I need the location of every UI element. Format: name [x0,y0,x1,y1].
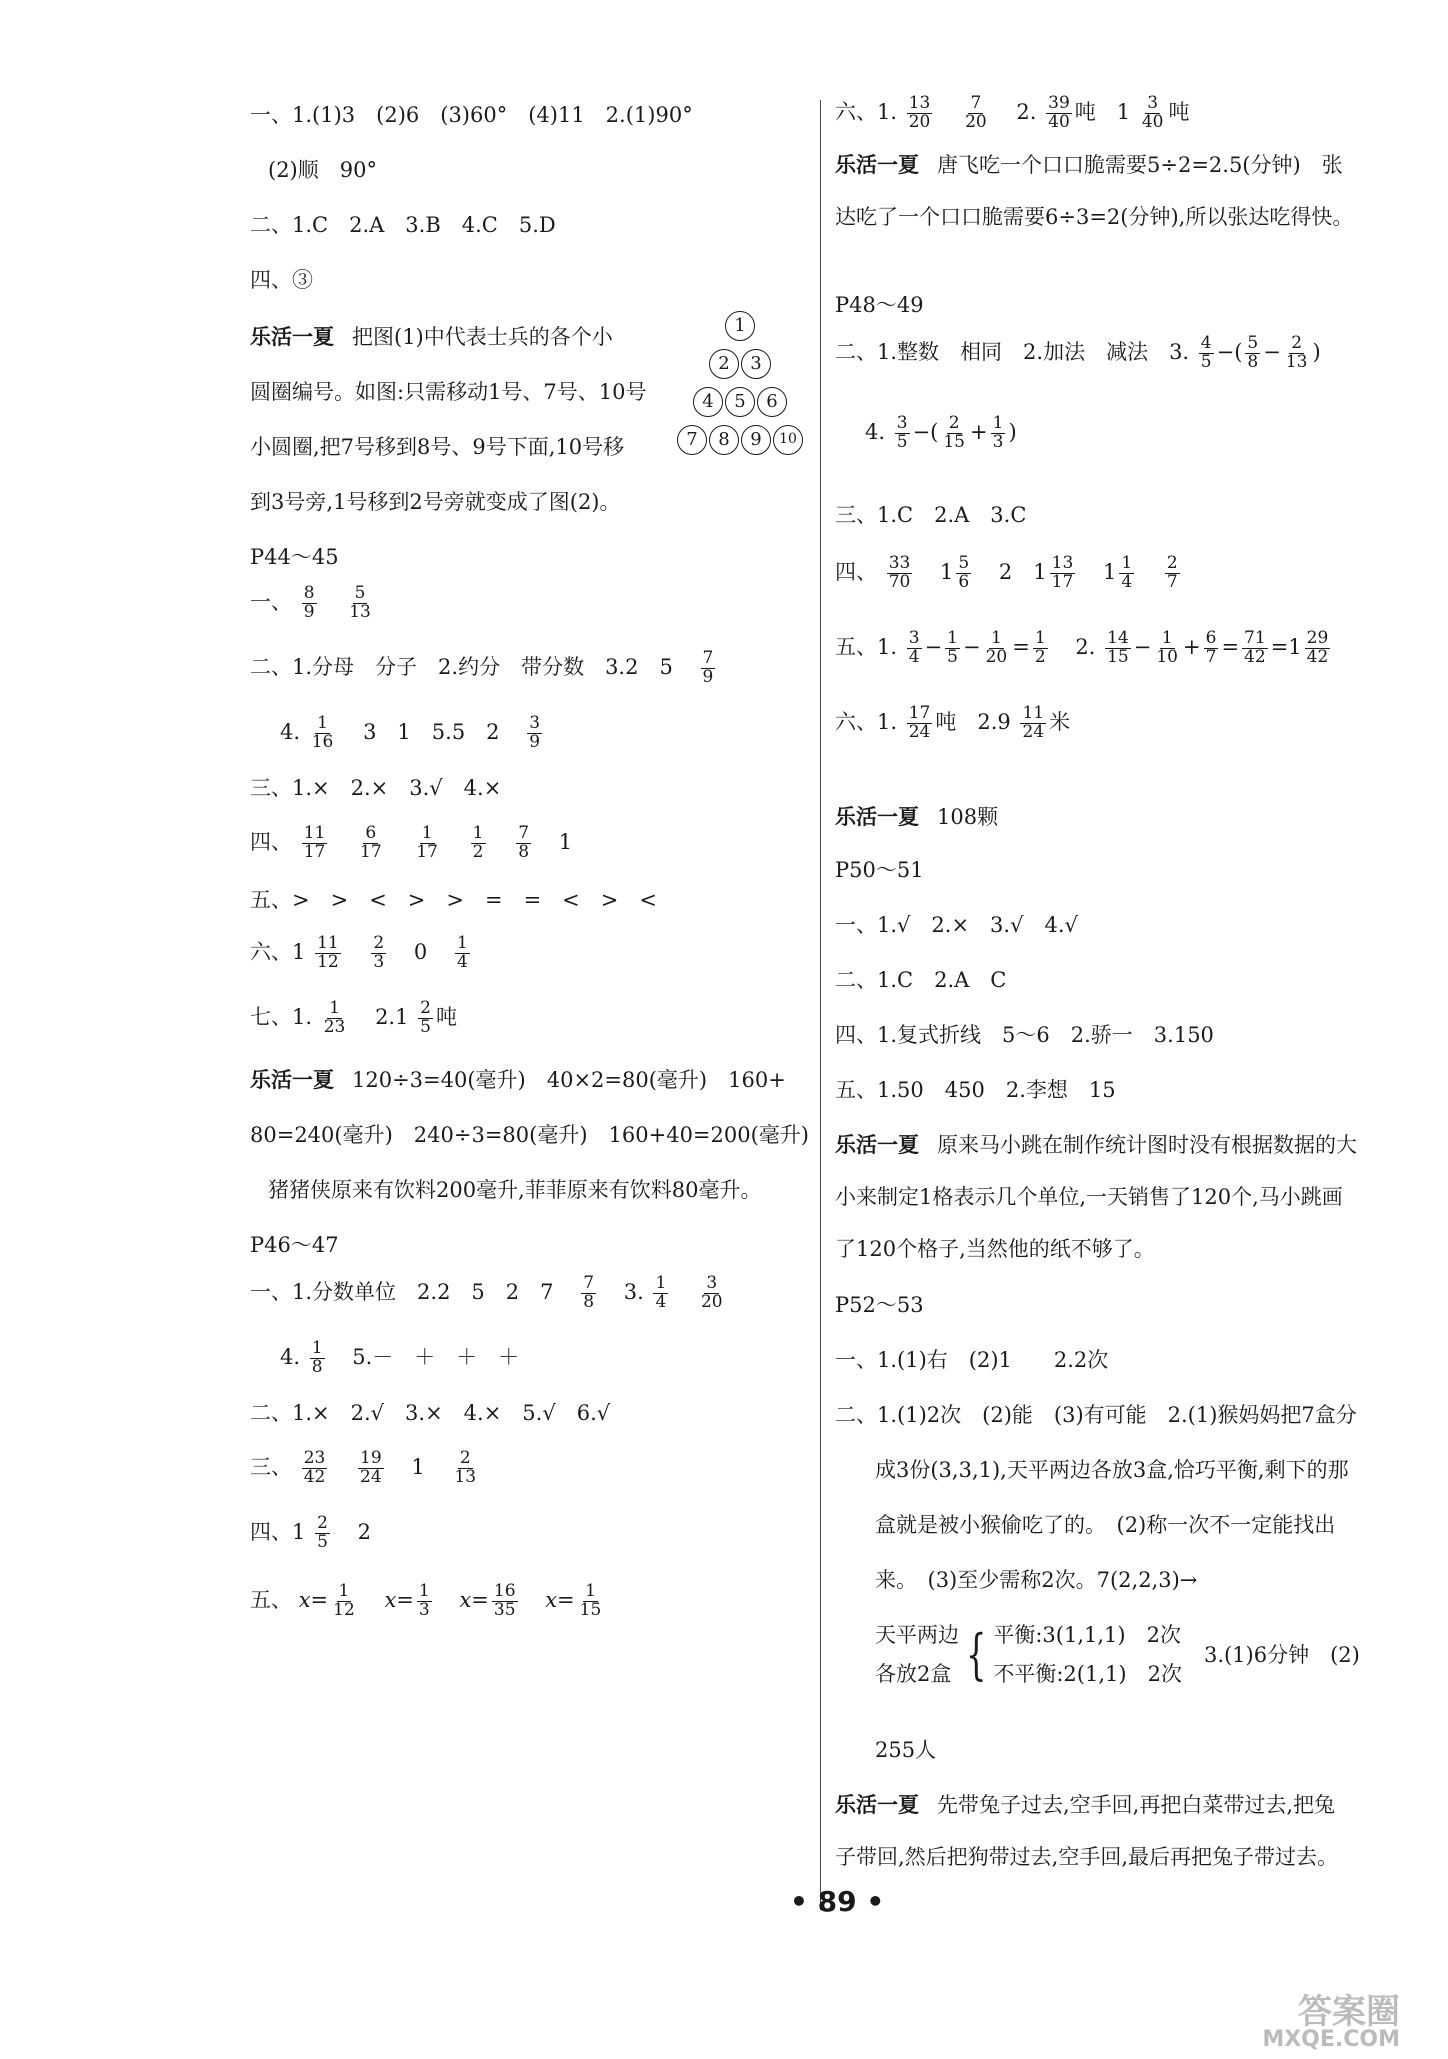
puzzle-text: 唐飞吃一个口口脆需要5÷2=2.5(分钟) 张 [937,153,1343,177]
page-range: P50～51 [835,858,924,882]
fraction: $\frac{16}{35}$ [493,1581,516,1620]
page-range: P44～45 [250,545,339,569]
answer-line [250,1000,457,1037]
fraction: $\frac{6}{17}$ [360,823,382,862]
puzzle-line: 猪猪侠原来有饮料200毫升,菲菲原来有饮料80毫升。 [268,1178,762,1202]
item-text: 3 1 5.5 2 [363,719,500,744]
circle-10: 10 [773,425,803,455]
equation-var: x= [384,1587,414,1612]
circle-9: 9 [741,425,771,455]
answer-line: 五、1.50 450 2.李想 15 [835,1078,1116,1102]
fraction: $\frac{1}{5}$ [947,628,958,667]
puzzle-line: 了120个格子,当然他的纸不够了。 [835,1237,1155,1261]
item-text: 1 [411,1454,425,1479]
item-label: 六、1. [835,99,898,124]
fraction: $\frac{5}{8}$ [1247,333,1259,372]
item-label: 六、1. [835,709,898,734]
fraction: $\frac{1}{4}$ [1121,553,1133,592]
equation-var: x= [545,1587,575,1612]
answer-line: 二、1.× 2.√ 3.× 4.× 5.√ 6.√ [250,1401,611,1425]
fraction: $\frac{13}{17}$ [1051,553,1074,592]
fraction: $\frac{2}{5}$ [420,998,431,1037]
item-label: 四、 [250,829,292,854]
circle-4: 4 [693,387,723,417]
fraction: $\frac{2}{7}$ [1166,553,1178,592]
circle-3: 3 [741,349,771,379]
item-label: 4. [865,419,886,444]
answer-line: 4. $\frac{3}{5}$ −( $\frac{2}{15}$ + $\frac{1}{3}$ ) [865,413,1017,452]
fraction: $\frac{1}{20}$ [985,628,1008,667]
item-text: 吨 1 [1074,99,1131,124]
answer-line [250,1275,728,1312]
fraction: $\frac{7}{8}$ [583,1273,595,1312]
item-text: 2 1 [998,559,1047,584]
puzzle-text: 原来马小跳在制作统计图时没有根据数据的大 [937,1133,1357,1157]
puzzle-line: 80=240(毫升) 240÷3=80(毫升) 160+40=200(毫升) [250,1123,809,1147]
answer-line: 来。 (3)至少需称2次。7(2,2,3)→ [875,1568,1198,1592]
answer-line [835,555,1183,592]
item-text: 2 [357,1519,371,1544]
fraction: $\frac{11}{17}$ [303,823,326,862]
fraction: $\frac{1}{10}$ [1156,628,1178,667]
item-text: 二、1.整数 相同 2.加法 减法 3. [835,339,1190,364]
section-heading: 乐活一夏 [250,1068,334,1092]
fraction: $\frac{11}{24}$ [1022,703,1045,742]
fraction: $\frac{23}{42}$ [303,1448,326,1487]
answer-line [250,1515,371,1552]
section-heading: 乐活一夏 [835,1133,919,1157]
answer-line: 五、1. $\frac{3}{4}$ − $\frac{1}{5}$ − $\frac{1}{20}$ = $\frac{1}{2}$ 2. $\frac{14}{15}$ − $\frac{1}{10}$ + $\frac{6}{7}$ = $\frac{71}{42}$ =1 $\frac{29}{42}$ [835,628,1329,667]
item-label: 三、 [250,1454,292,1479]
item-text: 天平两边 [875,1623,959,1647]
fraction: $\frac{3}{40}$ [1141,93,1164,132]
fraction: $\frac{3}{5}$ [896,413,908,452]
fraction: $\frac{1}{2}$ [1034,628,1046,667]
equation-var: x= [459,1587,489,1612]
answer-line [250,1583,606,1620]
fraction: $\frac{2}{13}$ [1285,333,1308,372]
fraction: $\frac{7}{20}$ [965,93,987,132]
unit-text: 吨 [1168,99,1190,124]
fraction: $\frac{7}{9}$ [702,648,714,687]
fraction: $\frac{1}{23}$ [323,998,346,1037]
fraction: $\frac{13}{20}$ [908,93,931,132]
answer-line: 二、1.C 2.A 3.B 4.C 5.D [250,213,556,237]
item-label: 五、 [250,1587,292,1612]
unit-text: 米 [1049,709,1071,734]
answer-line [250,825,572,862]
section-heading: 乐活一夏 [835,805,919,829]
fraction: $\frac{71}{42}$ [1244,628,1266,667]
fraction: $\frac{1}{4}$ [655,1273,667,1312]
watermark-url: MXQE.COM [1262,2027,1400,2052]
answer-line [250,935,473,972]
answer-line [835,705,1070,742]
page-number: • 89 • [790,1885,885,1918]
balance-branch: 平衡:3(1,1,1) 2次 [993,1623,1181,1647]
answer-line: 四、1.复式折线 5～6 2.骄一 3.150 [835,1023,1214,1047]
answer-line: 二、1.C 2.A C [835,968,1007,992]
balance-branch: 不平衡:2(1,1) 2次 [993,1662,1182,1686]
fraction: $\frac{29}{42}$ [1306,628,1329,667]
item-label: 七、1. [250,1004,313,1029]
item-label: 2. [1016,99,1037,124]
equation-var: x= [298,1587,329,1612]
section-heading: 乐活一夏 [250,325,334,349]
answer-line [250,650,718,687]
puzzle-text: 先带兔子过去,空手回,再把白菜带过去,把兔 [937,1793,1336,1817]
fraction: $\frac{11}{12}$ [317,933,339,972]
item-text: 5.－ ＋ ＋ ＋ [352,1344,520,1369]
circle-5: 5 [725,387,755,417]
item-text: 1 [1102,559,1117,584]
answer-line: 一、1.√ 2.× 3.√ 4.√ [835,913,1078,937]
puzzle-line [250,1070,786,1091]
unit-text: 吨 [435,1004,457,1029]
puzzle-line: 小来制定1格表示几个单位,一天销售了120个,马小跳画 [835,1185,1343,1209]
balance-tree [875,1625,1360,1685]
puzzle-text: 108颗 [937,805,999,829]
answer-line [250,1450,481,1487]
fraction: $\frac{1}{15}$ [579,1581,602,1620]
puzzle-line: 到3号旁,1号移到2号旁就变成了图(2)。 [250,490,621,514]
fraction: $\frac{1}{8}$ [311,1338,323,1377]
fraction: $\frac{1}{3}$ [418,1581,430,1620]
fraction: $\frac{3}{20}$ [700,1273,723,1312]
fraction: $\frac{39}{40}$ [1048,93,1070,132]
page-range: P46～47 [250,1233,339,1257]
puzzle-text: 120÷3=40(毫升) 40×2=80(毫升) 160+ [352,1068,786,1092]
soldier-circle-figure [665,310,815,462]
puzzle-line: 圆圈编号。如图:只需移动1号、7号、10号 [250,380,647,404]
item-label: 四、 [835,559,877,584]
fraction: $\frac{2}{5}$ [317,1513,328,1552]
item-text: 吨 2.9 [935,709,1011,734]
fraction: $\frac{4}{5}$ [1200,333,1212,372]
answer-line: 一、1.(1)右 (2)1 2.2次 [835,1348,1109,1372]
fraction: $\frac{1}{3}$ [992,413,1004,452]
item-label: 2. [1075,634,1096,659]
fraction: $\frac{8}{9}$ [303,583,315,622]
puzzle-line [250,327,613,348]
answer-line: 一、1.(1)3 (2)6 (3)60° (4)11 2.(1)90° [250,103,693,127]
puzzle-line [835,155,1343,176]
fraction: $\frac{2}{15}$ [943,413,965,452]
puzzle-line: 小圆圈,把7号移到8号、9号下面,10号移 [250,435,625,459]
answer-line: 成3份(3,3,1),天平两边各放3盒,恰巧平衡,剩下的那 [875,1458,1349,1482]
answer-line: 三、1.× 2.× 3.√ 4.× [250,776,502,800]
fraction: $\frac{5}{6}$ [958,553,970,592]
page-range: P52～53 [835,1293,924,1317]
puzzle-text: 把图(1)中代表士兵的各个小 [352,325,613,349]
item-label: 四、1 [250,1519,306,1544]
item-text: 一、1.分数单位 2.2 5 2 7 [250,1279,554,1304]
fraction: $\frac{1}{4}$ [456,933,468,972]
circle-2: 2 [709,349,739,379]
item-text: 2.1 [375,1004,409,1029]
item-label: 六、1 [250,939,306,964]
fraction: $\frac{33}{70}$ [888,553,911,592]
answer-line [280,715,545,752]
puzzle-line: 达吃了一个口口脆需要6÷3=2(分钟),所以张达吃得快。 [835,205,1354,229]
item-text: 1 [940,559,954,584]
item-text: 二、1.分母 分子 2.约分 带分数 3.2 5 [250,654,673,679]
section-heading: 乐活一夏 [835,1793,919,1817]
circle-7: 7 [677,425,707,455]
answer-line [250,585,376,622]
answer-line [280,1340,519,1377]
item-label: 4. [280,719,301,744]
circle-8: 8 [709,425,739,455]
fraction: $\frac{6}{7}$ [1205,628,1217,667]
fraction: $\frac{19}{24}$ [360,1448,382,1487]
item-label: 4. [280,1344,301,1369]
answer-line: 五、> > < > > = = < > < [250,888,657,912]
item-text: 0 [413,939,428,964]
puzzle-line [835,807,998,828]
item-text: 1 [558,829,573,854]
answer-line: 四、③ [250,268,313,292]
puzzle-line: 子带回,然后把狗带过去,空手回,最后再把兔子带过去。 [835,1845,1339,1869]
brace-icon: { [965,1623,987,1686]
answer-line: 盒就是被小猴偷吃了的。 (2)称一次不一定能找出 [875,1513,1336,1537]
fraction: $\frac{2}{13}$ [454,1448,477,1487]
watermark-title: 答案圈 [1298,1992,1400,2032]
circle-1: 1 [725,311,755,341]
item-text: 各放2盒 [875,1662,952,1686]
fraction: $\frac{14}{15}$ [1107,628,1129,667]
puzzle-line [835,1795,1335,1816]
fraction: $\frac{3}{9}$ [529,713,541,752]
item-label: 3. [623,1279,644,1304]
fraction: $\frac{1}{16}$ [311,713,334,752]
answer-line: 二、1.整数 相同 2.加法 减法 3. $\frac{4}{5}$ −( $\frac{5}{8}$ − $\frac{2}{13}$ ) [835,333,1321,372]
answer-line: 255人 [875,1738,937,1762]
fraction: $\frac{7}{8}$ [518,823,530,862]
fraction: $\frac{2}{3}$ [373,933,385,972]
fraction: $\frac{5}{13}$ [349,583,371,622]
circle-6: 6 [757,387,787,417]
watermark-logo [1262,1992,1400,2052]
column-divider [820,100,821,1910]
answer-line: 二、1.(1)2次 (2)能 (3)有可能 2.(1)猴妈妈把7盒分 [835,1403,1357,1427]
section-heading: 乐活一夏 [835,153,919,177]
fraction: $\frac{1}{17}$ [416,823,438,862]
answer-line: (2)顺 90° [268,158,377,182]
answer-line: 三、1.C 2.A 3.C [835,503,1027,527]
fraction: $\frac{3}{4}$ [908,628,920,667]
fraction: $\frac{17}{24}$ [908,703,931,742]
fraction: $\frac{1}{2}$ [472,823,484,862]
page-range: P48～49 [835,293,924,317]
fraction: $\frac{1}{12}$ [333,1581,355,1620]
answer-line [835,95,1189,132]
puzzle-line [835,1135,1357,1156]
item-label: 五、1. [835,634,898,659]
item-label: 一、 [250,589,292,614]
item-text: 3.(1)6分钟 (2) [1203,1642,1360,1667]
